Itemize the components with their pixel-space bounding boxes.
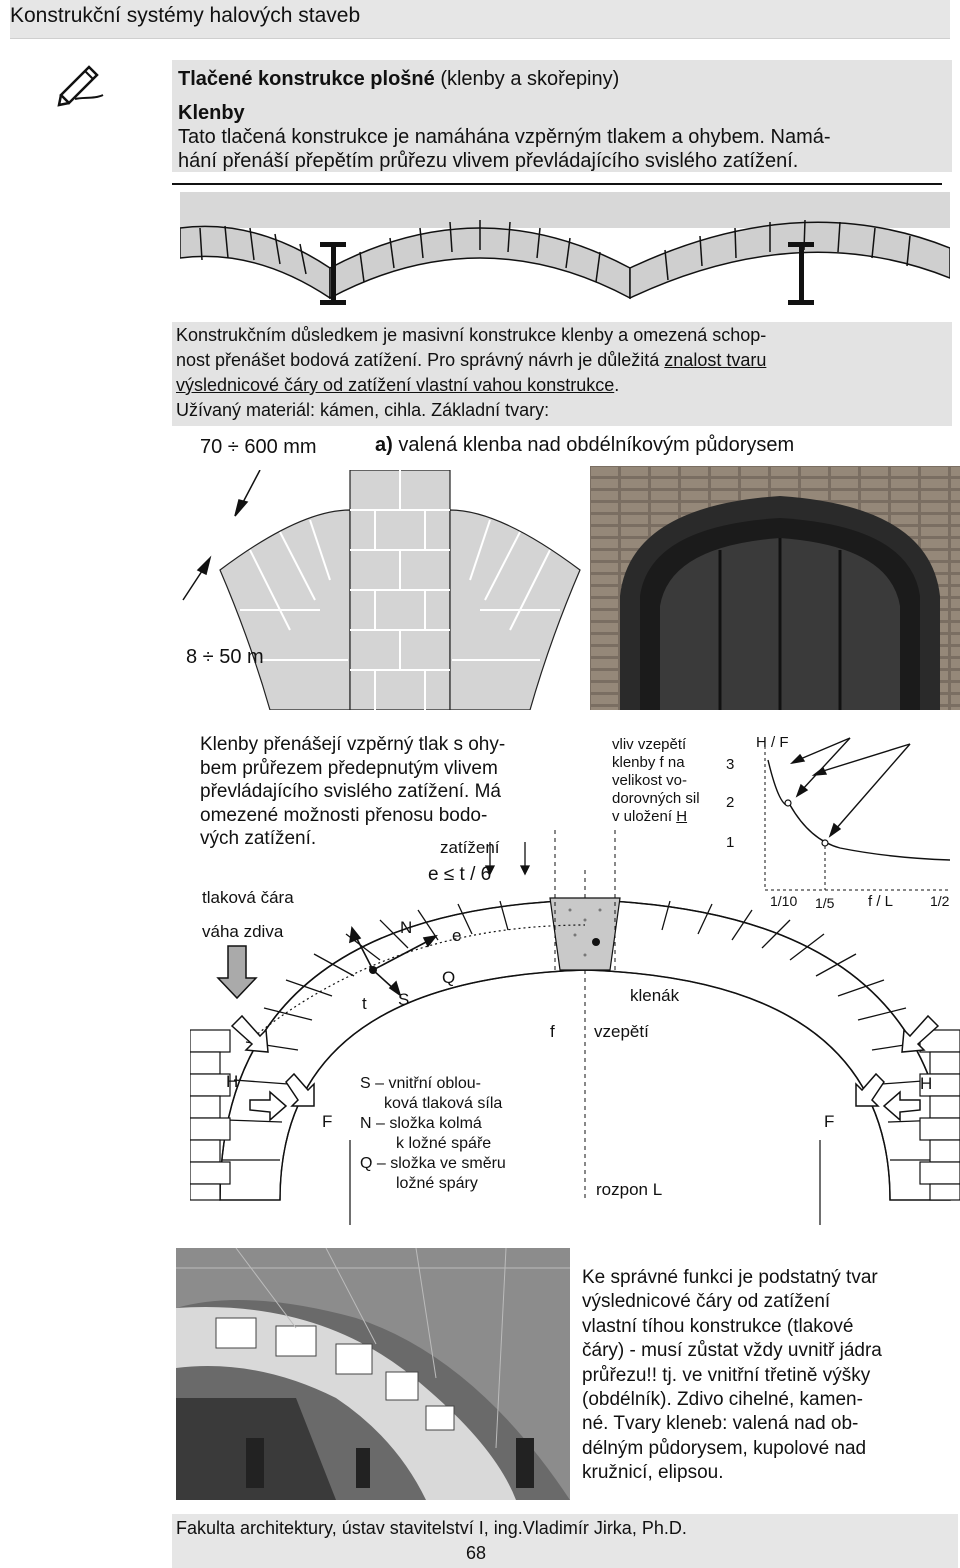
- arch-label-S: S: [398, 990, 410, 1009]
- right-line-6: (obdélník). Zdivo cihelné, kamen-: [582, 1389, 863, 1411]
- page-header-title: Konstrukční systémy halových staveb: [10, 4, 361, 27]
- arch-label-H-right: H: [920, 1074, 933, 1093]
- arch-label-klenak: klenák: [630, 986, 680, 1005]
- vliv-line-1: vliv vzepětí: [612, 736, 687, 753]
- arch-label-vzepeti: vzepětí: [594, 1022, 649, 1041]
- vliv-text: [612, 736, 722, 826]
- paragraph2-line-4: Užívaný materiál: kámen, cihla. Základní tvary:: [176, 400, 550, 420]
- arch-label-F-right: F: [824, 1112, 835, 1131]
- vault-plan-figure: [180, 470, 620, 710]
- vliv-line-5: [612, 808, 722, 826]
- arch-label-e: e: [452, 926, 462, 945]
- pencil-hand-icon: [55, 55, 107, 107]
- section-title: [178, 66, 948, 92]
- dim-thickness: 70 ÷ 600 mm: [200, 436, 317, 458]
- paragraph2-line-2a: nost přenášet bodová zatížení. Pro správný návrh je důležitá: [176, 350, 665, 370]
- paragraph2-line-3u: výslednicové čáry od zatížení vlastní vahou konstrukce: [176, 375, 615, 395]
- arch-label-zatizeni: zatížení: [440, 838, 500, 857]
- arch-label-tlakova-cara: tlaková čára: [202, 888, 294, 907]
- paragraph2-line-3: [176, 372, 619, 399]
- paragraph2-line-2: [176, 347, 766, 374]
- keystone: [550, 898, 620, 970]
- dim-arrow-2: [183, 558, 210, 600]
- vliv-line-5a: v uložení: [612, 808, 677, 825]
- klenby-line-3: převládajícího svislého zatížení. Má: [200, 781, 501, 802]
- barrel-vault-photo: [176, 1248, 570, 1500]
- legend-line-2: ková tlaková síla: [384, 1095, 503, 1112]
- klenby-line-1: Klenby přenášejí vzpěrný tlak s ohy-: [200, 734, 506, 755]
- dim-arrow-1: [235, 470, 260, 516]
- klenby-line-5: vých zatížení.: [200, 828, 317, 849]
- section-subtitle: Klenby: [178, 102, 245, 124]
- brick-arch-photo: [590, 466, 960, 710]
- section-title-bold: Tlačené konstrukce plošné: [178, 68, 435, 90]
- footer-page-number: 68: [466, 1543, 487, 1563]
- right-line-1: Ke správné funkci je podstatný tvar: [582, 1267, 878, 1288]
- type-a-label: a): [375, 434, 393, 456]
- paragraph2-line-1: Konstrukčním důsledkem je masivní konstrukce klenby a omezená schop-: [176, 325, 767, 345]
- klenby-line-4: omezené možnosti přenosu bodo-: [200, 804, 488, 826]
- arch-label-e-cond: e ≤ t / 6: [428, 864, 492, 885]
- section-title-rest: (klenby a skořepiny): [434, 68, 620, 90]
- right-line-7: né. Tvary kleneb: valená nad ob-: [582, 1413, 859, 1435]
- force-legend: [360, 1074, 506, 1194]
- arch-diagram: [190, 830, 960, 1230]
- graph-y-tick-2: 2: [726, 794, 735, 811]
- right-paragraph: [582, 1266, 950, 1486]
- legend-line-5: Q – složka ve směru: [360, 1155, 506, 1172]
- arch-label-f: f: [550, 1022, 555, 1041]
- intro-line-1: Tato tlačená konstrukce je namáhána vzpěrným tlakem a ohybem. Namá-: [178, 126, 831, 148]
- vliv-line-4: dorovných sil: [612, 790, 700, 807]
- dim-span: 8 ÷ 50 m: [186, 646, 264, 668]
- type-a-text: valená klenba nad obdélníkovým půdorysem: [392, 434, 795, 456]
- arch-label-H-left: H: [226, 1072, 239, 1091]
- arch-label-rozpon: rozpon L: [596, 1180, 663, 1199]
- arch-label-N: N: [400, 918, 413, 937]
- graph-x-tick-1: 1/10: [770, 893, 798, 909]
- klenby-line-2: bem průřezem předepnutým vlivem: [200, 757, 498, 779]
- footer-text: Fakulta architektury, ústav stavitelství I, ing.Vladimír Jirka, Ph.D.: [176, 1518, 687, 1538]
- graph-y-tick-1: 1: [726, 834, 735, 851]
- right-line-2: výslednicové čáry od zatížení: [582, 1291, 831, 1313]
- thrust-arrow-left: [232, 1016, 268, 1052]
- legend-line-3: N – složka kolmá: [360, 1115, 482, 1132]
- vliv-line-5b: H: [676, 808, 688, 825]
- weight-arrow: [218, 946, 256, 998]
- paragraph2-line-3b: .: [614, 375, 620, 395]
- vliv-line-2: klenby f na: [612, 754, 685, 771]
- page-header: [10, 0, 950, 39]
- right-line-8: délným půdorysem, kupolové nad: [582, 1437, 867, 1459]
- right-line-4: čáry) - musí zůstat vždy uvnitř jádra: [582, 1340, 882, 1362]
- graph-y-tick-3: 3: [726, 756, 735, 773]
- divider: [172, 183, 942, 185]
- vault-bricks-left: [180, 222, 950, 298]
- arch-label-t: t: [362, 994, 367, 1013]
- graph-y-label: H / F: [756, 734, 789, 751]
- paragraph2-line-2u: znalost tvaru: [664, 350, 767, 370]
- graph-x-tick-3: f / L: [868, 893, 894, 910]
- vliv-line-3: velikost vo-: [612, 772, 688, 789]
- legend-line-6: ložné spáry: [396, 1175, 478, 1192]
- right-line-3: vlastní tíhou konstrukce (tlakové: [582, 1315, 854, 1337]
- type-a-caption: [375, 434, 794, 457]
- right-line-5: průřezu!! tj. ve vnitřní třetině výšky: [582, 1364, 871, 1386]
- vault-row-figure: [180, 188, 950, 318]
- arch-label-Q: Q: [442, 968, 456, 987]
- graph-x-tick-4: 1/2: [930, 893, 950, 909]
- arch-label-vaha-zdiva: váha zdiva: [202, 922, 284, 941]
- intro-line-2: hání přenáší přepětím průřezu vlivem převládajícího svislého zatížení.: [178, 150, 799, 172]
- legend-line-1: S – vnitřní oblou-: [360, 1075, 481, 1092]
- arch-label-F-left: F: [322, 1112, 333, 1131]
- wall-left: [190, 1030, 230, 1200]
- legend-line-4: k ložné spáře: [396, 1135, 492, 1152]
- graph-x-tick-2: 1/5: [815, 895, 835, 911]
- right-line-9: kružnicí, elipsou.: [582, 1462, 724, 1484]
